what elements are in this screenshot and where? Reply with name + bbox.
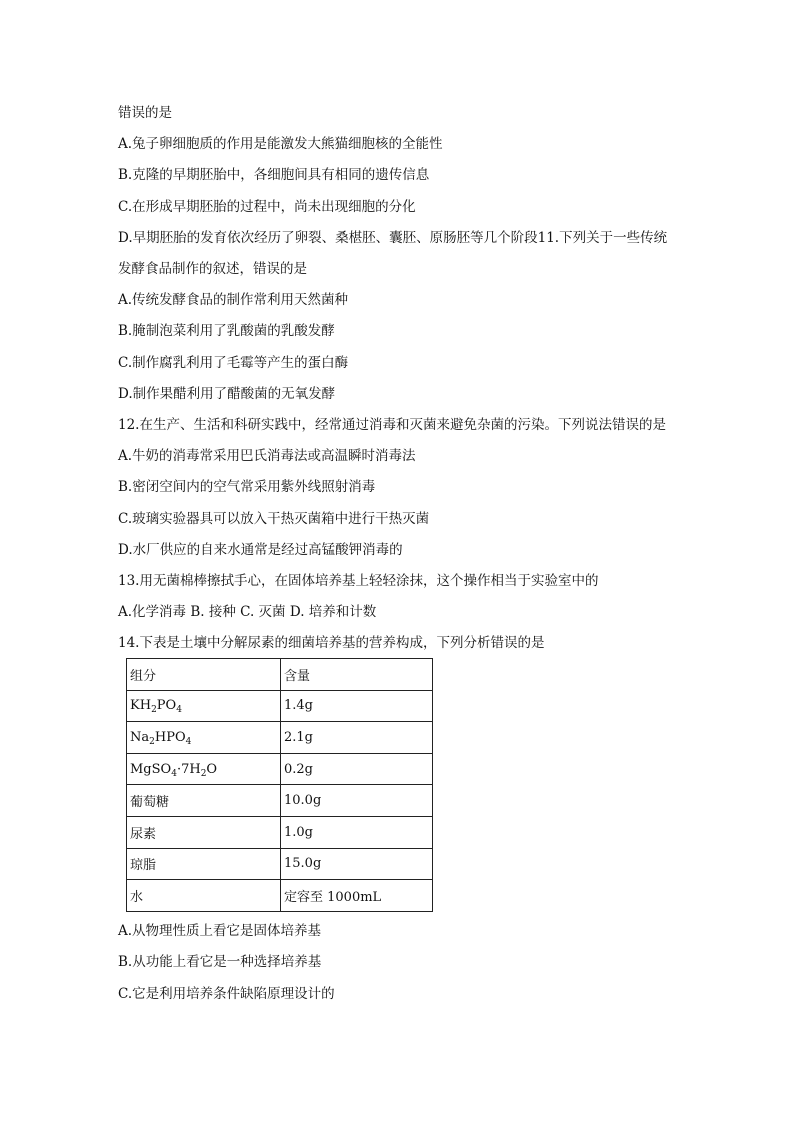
option-d: D.制作果醋利用了醋酸菌的无氧发酵	[118, 386, 336, 402]
table-header-cell: 含量	[281, 659, 433, 691]
option-a: A.牛奶的消毒常采用巴氏消毒法或高温瞬时消毒法	[118, 448, 416, 464]
table-row	[127, 785, 433, 817]
question-13-stem: 13.用无菌棉棒擦拭手心，在固体培养基上轻轻涂抹，这个操作相当于实验室中的	[118, 573, 599, 589]
question-12-stem: 12.在生产、生活和科研实践中，经常通过消毒和灭菌来避免杂菌的污染。下列说法错误的是	[118, 417, 666, 433]
component-cell: $MgSO_4\cdot 7H_2O$	[127, 753, 281, 785]
text-line: 错误的是	[118, 105, 172, 121]
option-d: D.水厂供应的自来水通常是经过高锰酸钾消毒的	[118, 542, 403, 558]
option-c: C.制作腐乳利用了毛霉等产生的蛋白酶	[118, 355, 349, 371]
option-a: A.传统发酵食品的制作常利用天然菌种	[118, 292, 349, 308]
question-13-options: A.化学消毒 B. 接种 C. 灭菌 D. 培养和计数	[118, 604, 377, 620]
table-header-cell: 组分	[127, 659, 281, 691]
option-c: C.玻璃实验器具可以放入干热灭菌箱中进行干热灭菌	[118, 511, 430, 527]
option-c: C.在形成早期胚胎的过程中，尚未出现细胞的分化	[118, 199, 416, 215]
amount-cell: 定容至 1000mL	[281, 880, 433, 912]
amount-cell: 2.1g	[281, 722, 433, 754]
nutrient-table	[126, 658, 433, 912]
amount-cell: 15.0g	[281, 848, 433, 880]
component-cell: $Na_2HPO_4$	[127, 722, 281, 754]
question-14-stem: 14.下表是土壤中分解尿素的细菌培养基的营养构成，下列分析错误的是	[118, 635, 545, 651]
option-d: D.早期胚胎的发育依次经历了卵裂、桑椹胚、囊胚、原肠胚等几个阶段11.下列关于一些传统	[118, 230, 668, 246]
amount-cell: 10.0g	[281, 785, 433, 817]
option-b: B.克隆的早期胚胎中，各细胞间具有相同的遗传信息	[118, 167, 430, 183]
amount-cell: 1.0g	[281, 816, 433, 848]
question-11-stem: 发酵食品制作的叙述，错误的是	[118, 261, 307, 277]
amount-cell: 1.4g	[281, 690, 433, 722]
component-cell: 水	[127, 880, 281, 912]
option-a: A.兔子卵细胞质的作用是能激发大熊猫细胞核的全能性	[118, 136, 443, 152]
option-b: B.密闭空间内的空气常采用紫外线照射消毒	[118, 479, 376, 495]
table-row	[127, 753, 433, 785]
option-b: B.腌制泡菜利用了乳酸菌的乳酸发酵	[118, 323, 335, 339]
option-b: B.从功能上看它是一种选择培养基	[118, 954, 322, 970]
component-cell: 葡萄糖	[127, 785, 281, 817]
table-row	[127, 880, 433, 912]
option-c: C.它是利用培养条件缺陷原理设计的	[118, 986, 335, 1002]
table-row	[127, 848, 433, 880]
table-row	[127, 722, 433, 754]
component-cell: $KH_2PO_4$	[127, 690, 281, 722]
component-cell: 琼脂	[127, 848, 281, 880]
table-header-row	[127, 659, 433, 691]
option-a: A.从物理性质上看它是固体培养基	[118, 923, 322, 939]
component-cell: 尿素	[127, 816, 281, 848]
table-row	[127, 690, 433, 722]
amount-cell: 0.2g	[281, 753, 433, 785]
table-row	[127, 816, 433, 848]
